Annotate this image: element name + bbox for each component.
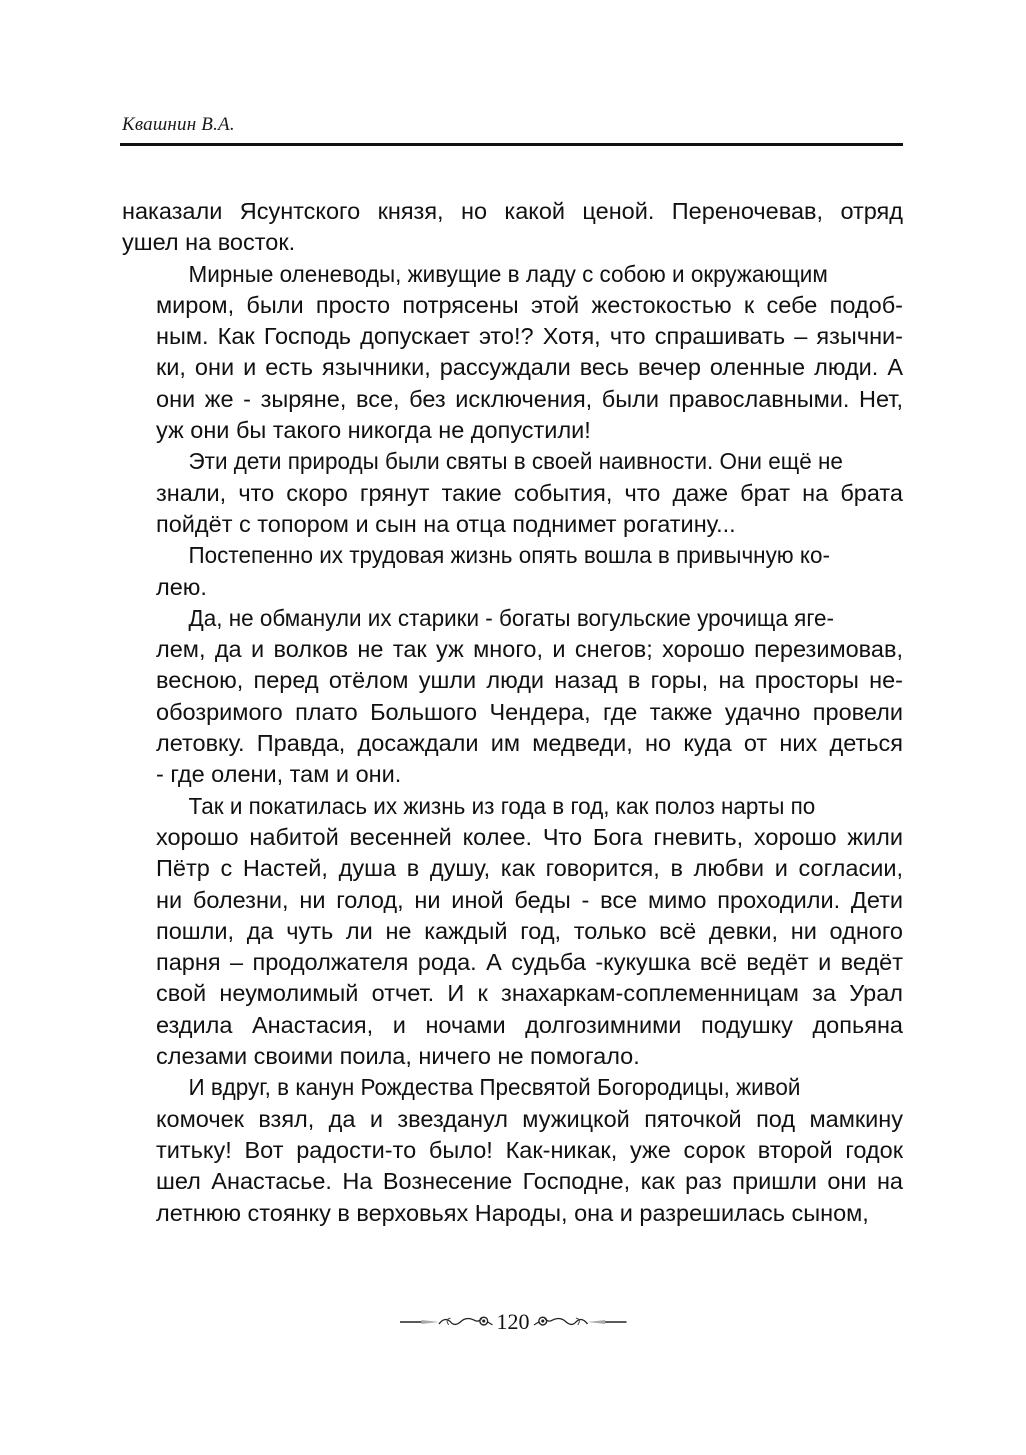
text-line: летовку. Правда, досаждали им медведи, но куда от них деться (156, 730, 903, 757)
paragraph (122, 791, 903, 1073)
paragraph (122, 540, 903, 603)
text-line: Пётр с Настей, душа в душу, как говорится, в любви и согласии, (156, 855, 903, 882)
paragraph (122, 446, 903, 540)
header-rule (120, 143, 903, 146)
text-line: - где олени, там и они. (156, 761, 402, 788)
text-line: Да, не обманули их старики - богаты вогульские урочища яге- (188, 604, 835, 631)
text-line: ным. Как Господь допускает это!? Хотя, что спрашивать – язычни- (156, 323, 903, 350)
text-line: парня – продолжателя рода. А судьба -кукушка всё ведёт и ведёт (156, 949, 903, 976)
text-line: пошли, да чуть ли не каждый год, только всё девки, ни одного (156, 917, 903, 944)
text-line: весною, перед отёлом ушли люди назад в горы, на просторы не- (156, 667, 903, 694)
text-line: лем, да и волков не так уж много, и снегов; хорошо перезимовав, (156, 636, 903, 663)
paragraph (122, 196, 903, 259)
text-line: ездила Анастасия, и ночами долгозимними подушку допьяна (156, 1011, 903, 1038)
paragraph (122, 603, 903, 791)
text-line: титьку! Вот радости-то было! Как-никак, уже сорок второй годок (156, 1136, 903, 1163)
text-line: они же - зыряне, все, без исключения, были православными. Нет, (156, 385, 903, 412)
text-line: лею. (156, 573, 207, 600)
text-line: Так и покатилась их жизнь из года в год, как полоз нарты по (188, 792, 816, 819)
page-number: 120 (496, 1309, 530, 1334)
text-line: миром, были просто потрясены этой жестокостью к себе подоб- (156, 291, 903, 318)
running-head-author: Квашнин В.А. (122, 114, 235, 135)
text-line: ушел на восток. (122, 229, 296, 256)
text-line: Мирные оленеводы, живущие в ладу с собою и окружающим (188, 260, 828, 287)
text-line: хорошо набитой весенней колее. Что Бога гневить, хорошо жили (156, 823, 903, 850)
text-line: свой неумолимый отчет. И к знахаркам-соплеменницам за Урал (156, 980, 903, 1007)
page-folio (400, 1307, 626, 1337)
text-line: знали, что скоро грянут такие события, что даже брат на брата (156, 479, 903, 506)
text-line: пойдёт с топором и сын на отца поднимет рогатину... (156, 510, 736, 537)
body-text (122, 196, 903, 1229)
text-line: шел Анастасье. На Вознесение Господне, как раз пришли они на (156, 1168, 903, 1195)
text-line: комочек взял, да и звезданул мужицкой пяточкой под мамкину (156, 1105, 903, 1132)
left-ornament-icon (400, 1312, 493, 1332)
text-line: наказали Ясунтского князя, но какой ценой. Переночевав, отряд (122, 198, 903, 224)
right-ornament-icon (534, 1312, 627, 1332)
paragraph (122, 1072, 903, 1228)
text-line: Постепенно их трудовая жизнь опять вошла в привычную ко- (188, 542, 830, 569)
text-line: ни болезни, ни голод, ни иной беды - все мимо проходили. Дети (156, 886, 903, 913)
paragraph (122, 259, 903, 447)
text-line: летнюю стоянку в верховьях Народы, она и разрешилась сыном, (156, 1199, 869, 1226)
text-line: уж они бы такого никогда не допустили! (156, 417, 591, 444)
text-line: обозримого плато Большого Чендера, где также удачно провели (156, 698, 903, 725)
text-line: ки, они и есть язычники, рассуждали весь вечер оленные люди. А (156, 354, 903, 381)
text-line: Эти дети природы были святы в своей наивности. Они ещё не (188, 448, 843, 475)
text-line: И вдруг, в канун Рождества Пресвятой Богородицы, живой (188, 1074, 801, 1101)
text-line: слезами своими поила, ничего не помогало. (156, 1043, 640, 1070)
